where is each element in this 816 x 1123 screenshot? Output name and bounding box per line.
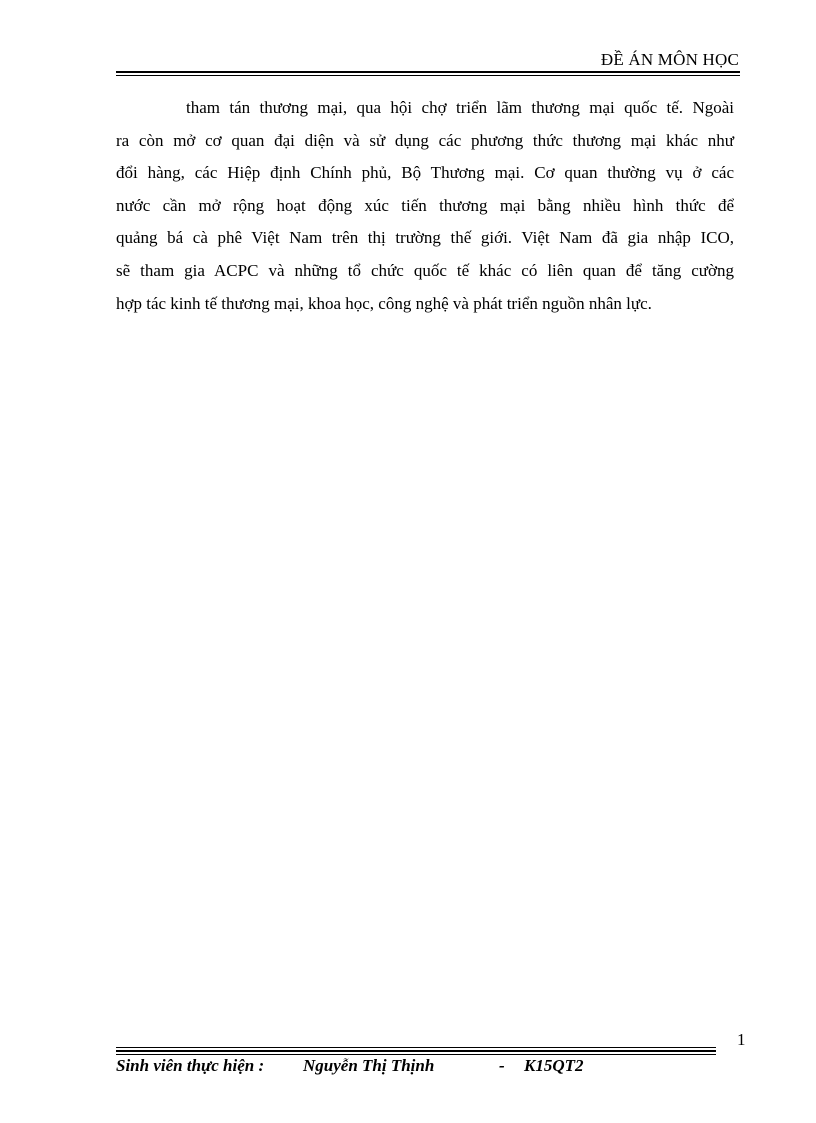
footer-class-code: K15QT2	[524, 1056, 584, 1075]
footer-author-line	[116, 1056, 584, 1076]
footer-rule	[116, 1054, 716, 1055]
body-paragraph	[116, 92, 734, 320]
header-title: ĐỀ ÁN MÔN HỌC	[600, 50, 739, 69]
paragraph-line: sẽ tham gia ACPC và những tổ chức quốc tế khác có liên quan để tăng cường	[116, 260, 734, 280]
header-rule-thin	[116, 75, 740, 76]
page-number: 1	[737, 1030, 746, 1049]
header-rule	[116, 71, 740, 73]
paragraph-line: nước cần mở rộng hoạt động xúc tiến thương mại bằng nhiều hình thức để	[116, 195, 734, 215]
footer-rule	[116, 1050, 716, 1052]
paragraph-line: quảng bá cà phê Việt Nam trên thị trường thế giới. Việt Nam đã gia nhập ICO,	[116, 228, 734, 248]
paragraph-line: tham tán thương mại, qua hội chợ triển lãm thương mại quốc tế. Ngoài	[186, 98, 734, 117]
paragraph-line: ra còn mở cơ quan đại diện và sử dụng các phương thức thương mại khác như	[116, 130, 734, 150]
paragraph-line: đổi hàng, các Hiệp định Chính phủ, Bộ Thương mại. Cơ quan thường vụ ở các	[116, 163, 734, 183]
paragraph-line: hợp tác kinh tế thương mại, khoa học, công nghệ và phát triển nguồn nhân lực.	[116, 293, 652, 313]
footer-separator: -	[499, 1056, 505, 1075]
footer-rule	[116, 1047, 716, 1048]
footer-label: Sinh viên thực hiện :	[116, 1056, 265, 1075]
footer-student-name: Nguyễn Thị Thịnh	[303, 1056, 435, 1075]
